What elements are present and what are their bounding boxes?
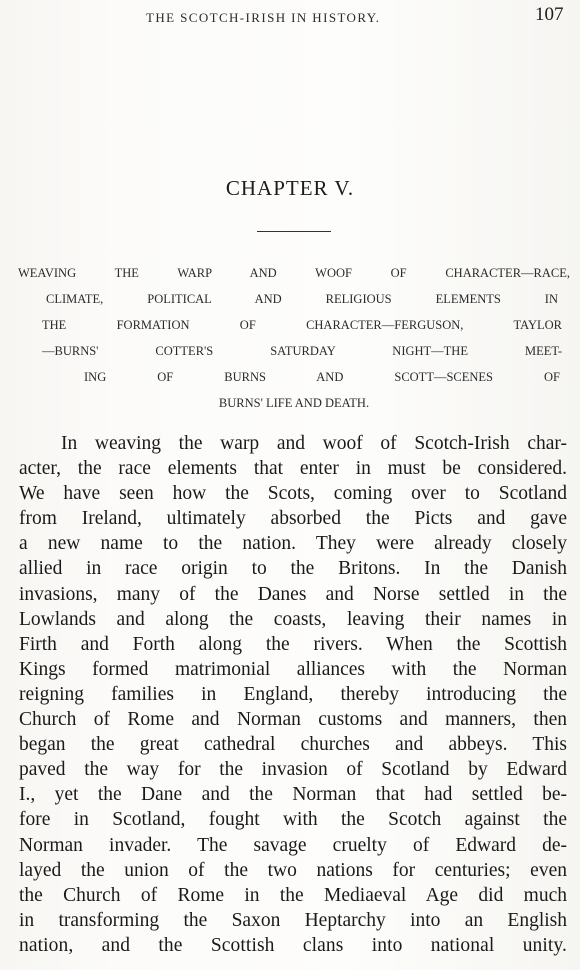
body-paragraph [19,431,567,958]
text-line: the Church of Rome in the Mediaeval Age did much [19,884,567,906]
text-line: Norman invader. The savage cruelty of Edward de- [19,834,567,856]
text-line: from Ireland, ultimately absorbed the Picts and gave [19,508,567,530]
text-line: fore in Scotland, fought with the Scotch against the [19,809,567,831]
text-line: invasions, many of the Danes and Norse settled in the [19,583,567,605]
running-head [0,4,580,31]
text-line: In weaving the warp and woof of Scotch-Irish char- [61,433,567,454]
text-line: Church of Rome and Norman customs and manners, then [19,709,567,731]
text-line: I., yet the Dane and the Norman that had settled be- [19,784,567,806]
text-line: We have seen how the Scots, coming over to Scotland [19,483,567,505]
text-line: Lowlands and along the coasts, leaving their names in [19,608,567,630]
text-line: paved the way for the invasion of Scotland by Edward [19,759,567,781]
running-head-title: THE SCOTCH-IRISH IN HISTORY. [146,10,381,25]
chapter-divider-rule [257,231,331,232]
text-line: acter, the race elements that enter in must be considered. [19,458,567,480]
synopsis-line: BURNS' LIFE AND DEATH. [218,396,370,410]
synopsis-line: CLIMATE, POLITICAL AND RELIGIOUS ELEMENTS IN [46,292,558,306]
text-line: in transforming the Saxon Heptarchy into an English [19,909,567,931]
text-line: began the great cathedral churches and abbeys. This [19,734,567,756]
text-line: layed the union of the two nations for centuries; even [19,859,567,881]
synopsis-line: ING OF BURNS AND SCOTT—SCENES OF [84,370,560,384]
text-line: Kings formed matrimonial alliances with the Norman [19,658,567,680]
text-line: allied in race origin to the Britons. In the Danish [19,558,567,580]
chapter-synopsis [18,260,570,416]
page-number: 107 [535,4,564,25]
text-line: Firth and Forth along the rivers. When the Scottish [19,633,567,655]
text-line: reigning families in England, thereby introducing the [19,683,567,705]
synopsis-line: —BURNS' COTTER'S SATURDAY NIGHT—THE MEET- [42,344,562,358]
text-line: a new name to the nation. They were already closely [19,533,567,555]
text-line: nation, and the Scottish clans into national unity. [19,934,567,956]
synopsis-line: THE FORMATION OF CHARACTER—FERGUSON, TAYLOR [42,318,562,332]
chapter-title: CHAPTER V. [225,176,355,200]
synopsis-line: WEAVING THE WARP AND WOOF OF CHARACTER—RACE, [18,266,570,280]
